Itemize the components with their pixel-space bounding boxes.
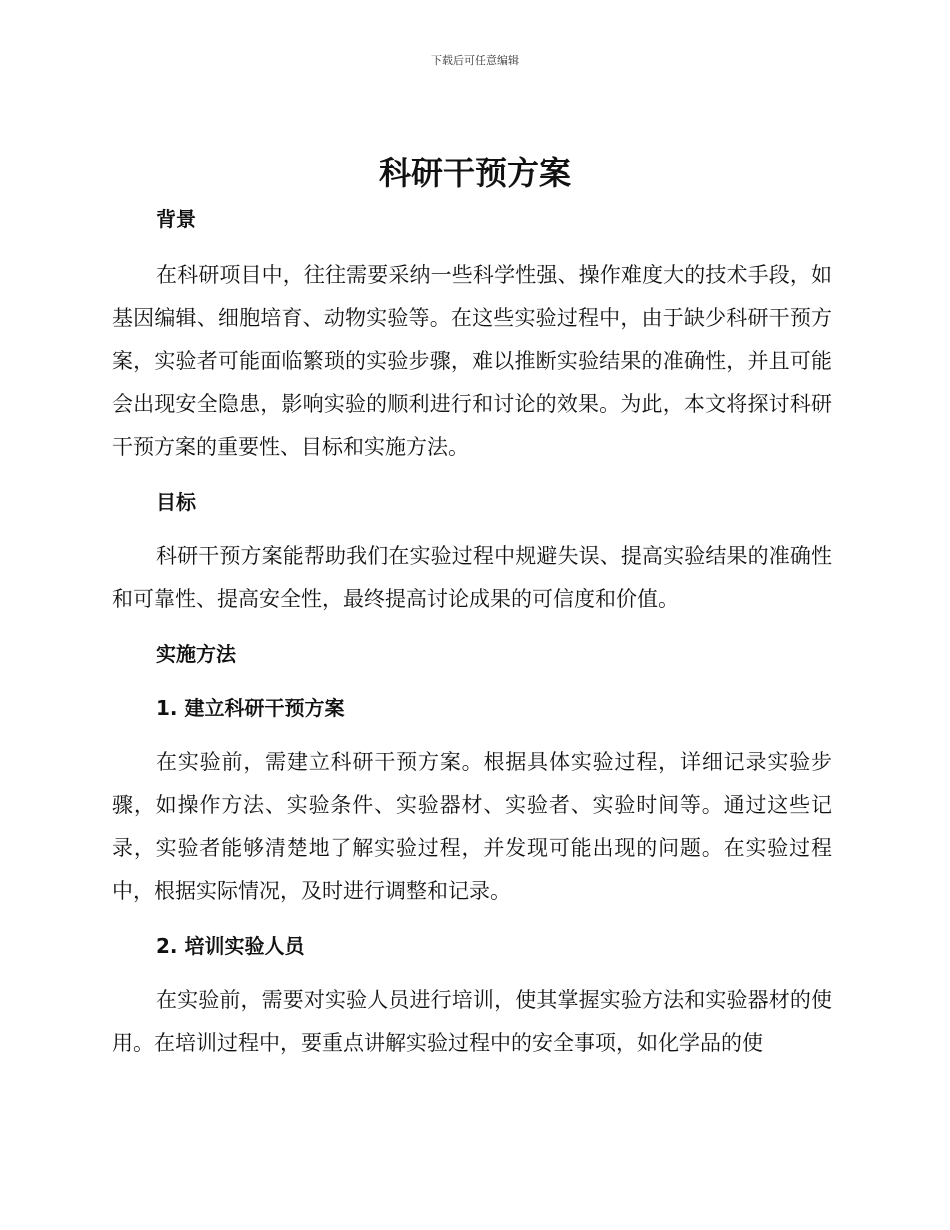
subsection-heading-step1: 1. 建立科研干预方案 xyxy=(156,696,345,720)
spacer xyxy=(112,913,832,925)
paragraph-step2: 在实验前，需要对实验人员进行培训，使其掌握实验方法和实验器材的使用。在培训过程中，要重点讲解实验过程中的安全事项，如化学品的使 xyxy=(112,988,832,1055)
paragraph-step1: 在实验前，需建立科研干预方案。根据具体实验过程，详细记录实验步骤，如操作方法、实验条件、实验器材、实验者、实验时间等。通过这些记录，实验者能够清楚地了解实验过程，并发现可能出现的问题。在实验过程中，根据实际情况，及时进行调整和记录。 xyxy=(112,750,832,903)
page-header: 下载后可任意编辑 xyxy=(431,54,519,67)
spacer xyxy=(112,523,832,535)
spacer xyxy=(112,729,832,741)
spacer xyxy=(112,469,832,481)
paragraph-goal: 科研干预方案能帮助我们在实验过程中规避失误、提高实验结果的准确性和可靠性、提高安全性，最终提高讨论成果的可信度和价值。 xyxy=(112,544,832,611)
section-heading-background: 背景 xyxy=(156,207,196,231)
document-body xyxy=(112,198,832,1065)
paragraph-background: 在科研项目中，往往需要采纳一些科学性强、操作难度大的技术手段，如基因编辑、细胞培育、动物实验等。在这些实验过程中，由于缺少科研干预方案，实验者可能面临繁琐的实验步骤，难以推断实验结果的准确性，并且可能会出现安全隐患，影响实验的顺利进行和讨论的效果。为此，本文将探讨科研干预方案的重要性、目标和实施方法。 xyxy=(112,263,832,459)
subsection-heading-step2: 2. 培训实验人员 xyxy=(156,934,305,958)
spacer xyxy=(112,675,832,687)
section-heading-goal: 目标 xyxy=(156,490,196,514)
document-title: 科研干预方案 xyxy=(378,154,571,192)
section-heading-methods: 实施方法 xyxy=(156,642,236,666)
spacer xyxy=(112,240,832,254)
spacer xyxy=(112,967,832,979)
spacer xyxy=(112,621,832,633)
